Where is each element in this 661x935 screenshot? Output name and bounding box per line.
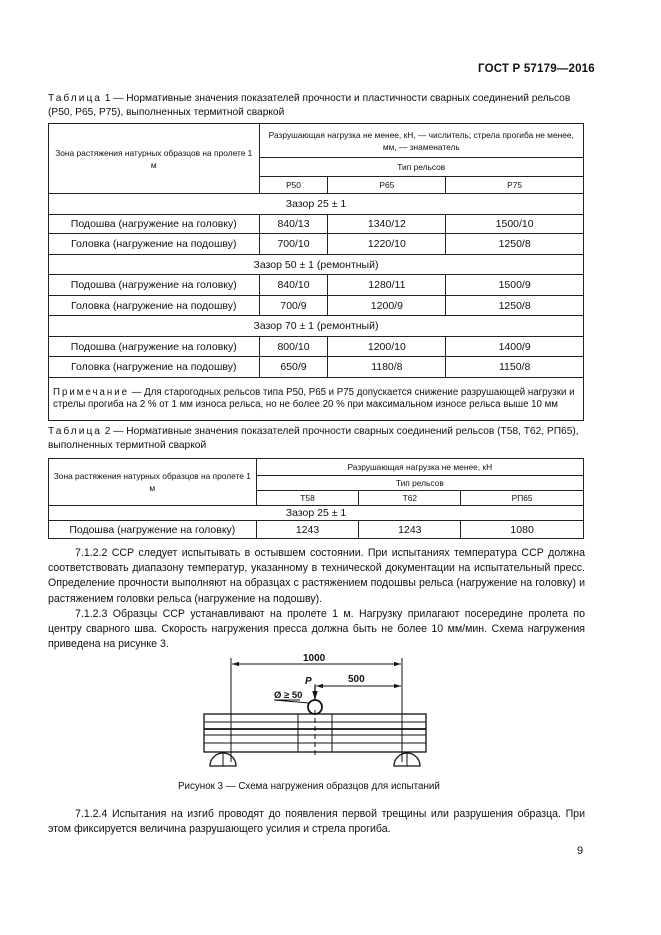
zone-cell: Головка (нагружение на подошву): [49, 296, 260, 316]
load-header: Разрушающая нагрузка не менее, кН: [256, 459, 583, 476]
diameter-label: Ø ≥ 50: [274, 690, 303, 701]
value-cell: 1080: [461, 521, 584, 539]
zone-header: Зона растяжения натурных образцов на пролете 1 м: [49, 124, 260, 194]
table1-caption-text: 1 — Нормативные значения показателей прочности и пластичности сварных соединений рельсов (Р50, Р65, Р75), выполненных термитной сваркой: [48, 93, 571, 118]
type-cell: Р65: [328, 177, 446, 194]
value-cell: 1150/8: [446, 357, 584, 378]
value-cell: 700/10: [259, 234, 328, 255]
value-cell: 840/13: [259, 215, 328, 234]
value-cell: 1180/8: [328, 357, 446, 378]
value-cell: 1243: [256, 521, 359, 539]
table2-caption-text: 2 — Нормативные значения показателей прочности сварных соединений рельсов (Т58, Т62, РП65), выполненных термитной сваркой: [48, 426, 579, 451]
table-row: [49, 215, 584, 234]
value-cell: 1340/12: [328, 215, 446, 234]
gap-row: Зазор 25 ± 1: [49, 506, 584, 521]
table1-note: [49, 378, 584, 421]
value-cell: 1200/9: [328, 296, 446, 316]
table-2: [48, 458, 584, 539]
table-row: [49, 296, 584, 316]
body-text: [48, 546, 585, 652]
note-label: Примечание: [53, 386, 130, 398]
paragraph-7-1-2-3: 7.1.2.3 Образцы ССР устанавливают на пролете 1 м. Нагрузку прилагают посередине пролета по центру сварного шва. Скорость нагружения пресса должна быть не более 10 мм/мин. Схема нагружения приведена на рисунке 3.: [48, 607, 585, 651]
table2-caption: [48, 425, 588, 453]
type-cell: Р75: [446, 177, 584, 194]
load-header: Разрушающая нагрузка не менее, кН, — числитель; стрела прогиба не менее, мм, — знаменатель: [259, 124, 583, 158]
note-text: — Для старогодных рельсов типа Р50, Р65 и Р75 допускается снижение разрушающей нагрузки и стрелы прогиба на 2 % от 1 мм износа рельса, но не более 20 % при максимальном износе рельса выше 10 мм: [53, 386, 575, 410]
zone-header: Зона растяжения натурных образцов на пролете 1 м: [49, 459, 257, 506]
table-row: [49, 357, 584, 378]
dimension-1000-label: 1000: [303, 653, 326, 664]
table1-caption: [48, 92, 588, 120]
type-cell: Т58: [256, 491, 359, 506]
zone-cell: Подошва (нагружение на головку): [49, 275, 260, 296]
zone-cell: Подошва (нагружение на головку): [49, 521, 257, 539]
page-number: 9: [577, 845, 584, 857]
gap-row: Зазор 50 ± 1 (ремонтный): [49, 255, 584, 275]
value-cell: 1400/9: [446, 337, 584, 357]
value-cell: 1280/11: [328, 275, 446, 296]
zone-cell: Подошва (нагружение на головку): [49, 215, 260, 234]
value-cell: 1200/10: [328, 337, 446, 357]
type-header: Тип рельсов: [256, 476, 583, 491]
type-header: Тип рельсов: [259, 158, 583, 177]
table-row: [49, 234, 584, 255]
table-1: [48, 123, 584, 421]
value-cell: 1500/10: [446, 215, 584, 234]
value-cell: 1250/8: [446, 296, 584, 316]
standard-number: ГОСТ Р 57179—2016: [478, 63, 595, 75]
table2-caption-label: Таблица: [48, 426, 102, 437]
dimension-500-label: 500: [348, 674, 365, 685]
paragraph-7-1-2-4: 7.1.2.4 Испытания на изгиб проводят до появления первой трещины или разрушения образца. При этом фиксируется величина разрушающего усилия и стрела прогиба.: [48, 808, 585, 836]
table-row: [49, 521, 584, 539]
value-cell: 700/9: [259, 296, 328, 316]
figure-caption: Рисунок 3 — Схема нагружения образцов для испытаний: [178, 781, 440, 792]
loading-scheme-figure: [190, 650, 450, 775]
value-cell: 1243: [359, 521, 461, 539]
gap-row: Зазор 70 ± 1 (ремонтный): [49, 316, 584, 337]
body-text-2: [48, 807, 585, 837]
zone-cell: Головка (нагружение на подошву): [49, 357, 260, 378]
value-cell: 1250/8: [446, 234, 584, 255]
table-row: [49, 337, 584, 357]
load-label: P: [305, 676, 312, 687]
zone-cell: Подошва (нагружение на головку): [49, 337, 260, 357]
value-cell: 1500/9: [446, 275, 584, 296]
table-row: [49, 275, 584, 296]
table1-caption-label: Таблица: [48, 93, 102, 104]
paragraph-7-1-2-2: 7.1.2.2 ССР следует испытывать в остывшем состоянии. При испытаниях температура ССР должна соответствовать диапазону температур, указанному в технической документации на испытательный пресс. Определение прочности выполняют на образцах с растяжением подошвы рельса (нагружение на головку) и растяжением головки рельса (нагружение на подошву).: [48, 547, 585, 605]
value-cell: 840/10: [259, 275, 328, 296]
value-cell: 800/10: [259, 337, 328, 357]
type-cell: Т62: [359, 491, 461, 506]
type-cell: Р50: [259, 177, 328, 194]
type-cell: РП65: [461, 491, 584, 506]
gap-row: Зазор 25 ± 1: [49, 194, 584, 215]
value-cell: 1220/10: [328, 234, 446, 255]
value-cell: 650/9: [259, 357, 328, 378]
zone-cell: Головка (нагружение на подошву): [49, 234, 260, 255]
